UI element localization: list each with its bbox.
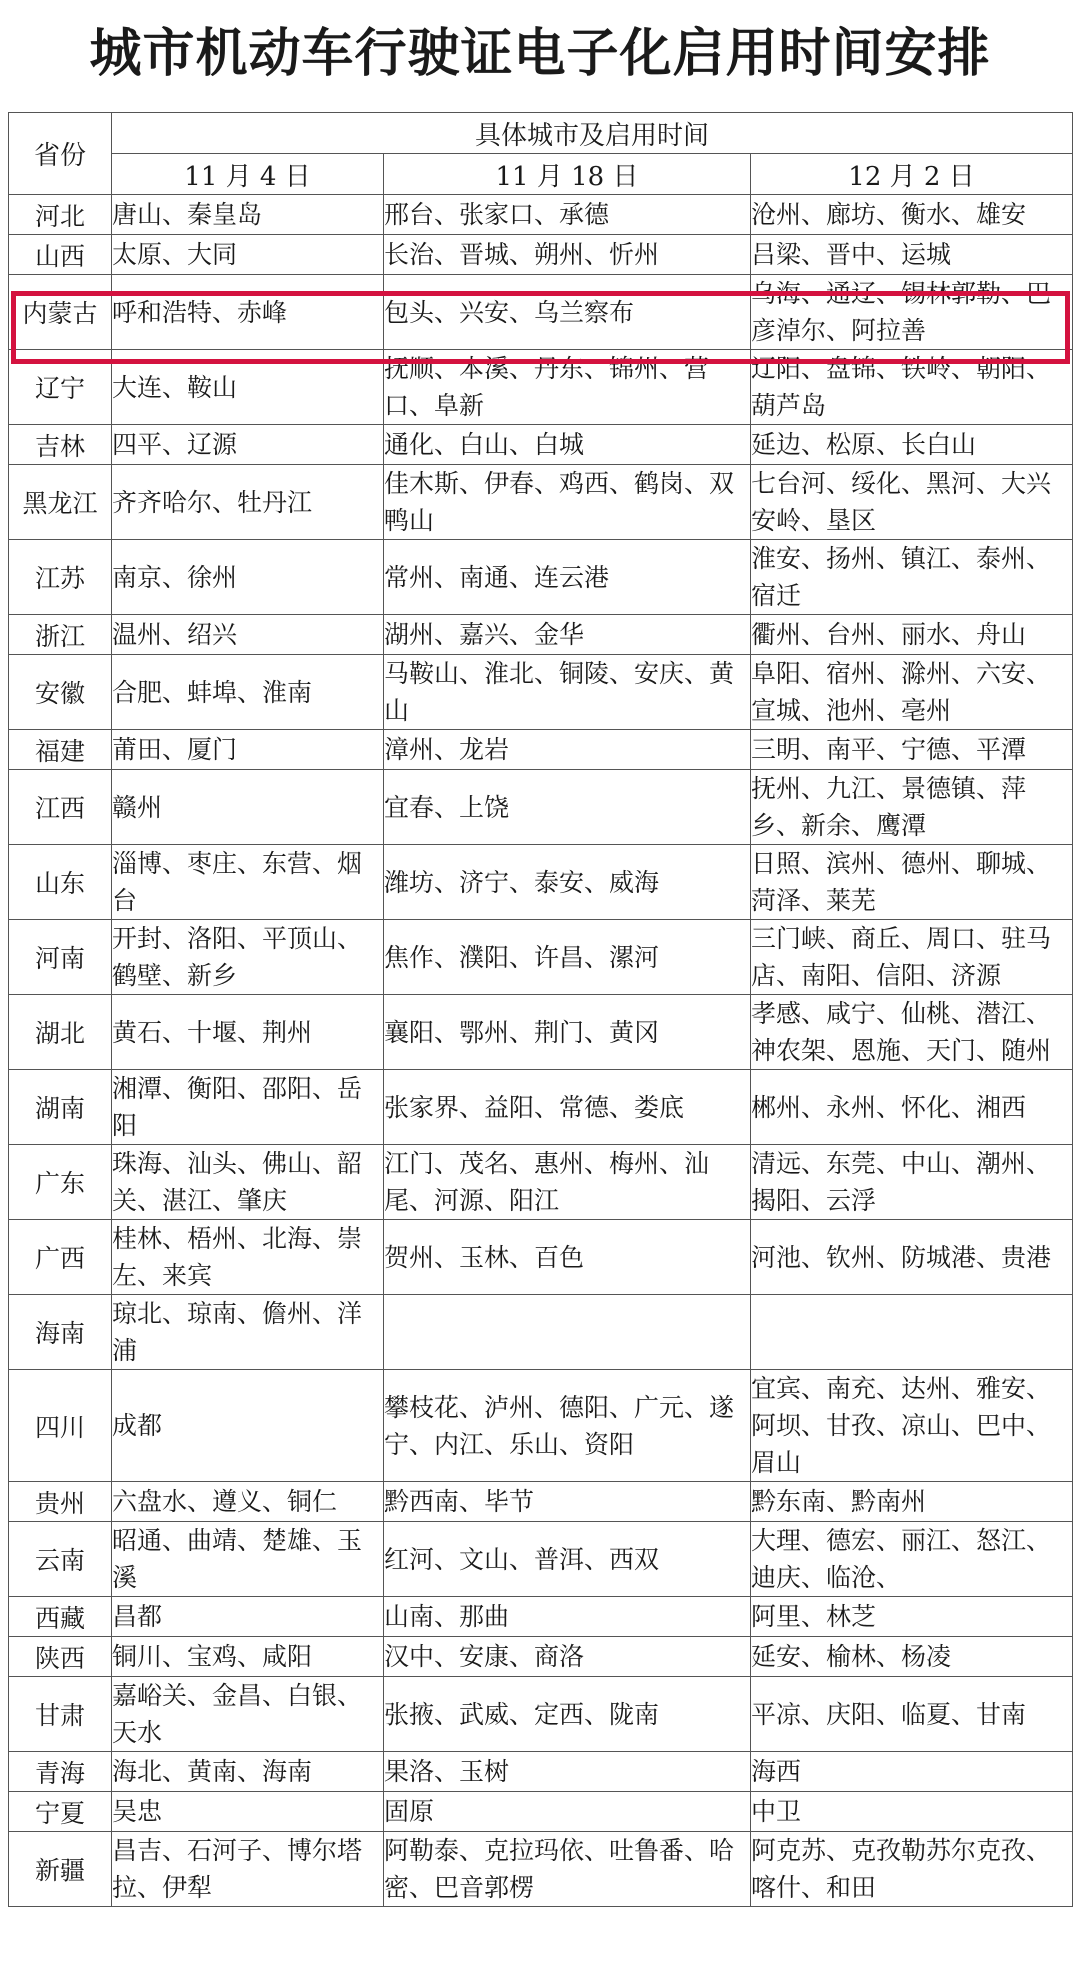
province-column-header: 省份 (9, 113, 112, 195)
province-cell: 江苏 (9, 540, 112, 615)
cities-dec2-cell: 郴州、永州、怀化、湘西 (751, 1070, 1073, 1145)
province-cell: 西藏 (9, 1597, 112, 1637)
cities-nov4-cell: 桂林、梧州、北海、崇左、来宾 (112, 1220, 384, 1295)
cities-dec2-cell: 辽阳、盘锦、铁岭、朝阳、葫芦岛 (751, 350, 1073, 425)
cities-nov18-cell: 张家界、益阳、常德、娄底 (384, 1070, 751, 1145)
cities-nov4-cell: 黄石、十堰、荆州 (112, 995, 384, 1070)
cities-dec2-cell: 沧州、廊坊、衡水、雄安 (751, 195, 1073, 235)
cities-dec2-cell: 河池、钦州、防城港、贵港 (751, 1220, 1073, 1295)
cities-dec2-cell: 七台河、绥化、黑河、大兴安岭、垦区 (751, 465, 1073, 540)
cities-nov18-cell: 湖州、嘉兴、金华 (384, 615, 751, 655)
cities-dec2-cell: 衢州、台州、丽水、舟山 (751, 615, 1073, 655)
province-cell: 福建 (9, 730, 112, 770)
page-title: 城市机动车行驶证电子化启用时间安排 (89, 24, 991, 84)
table-row (9, 1522, 1073, 1597)
cities-nov18-cell: 常州、南通、连云港 (384, 540, 751, 615)
table-row (9, 1145, 1073, 1220)
cities-nov4-cell: 莆田、厦门 (112, 730, 384, 770)
province-cell: 新疆 (9, 1832, 112, 1907)
cities-dec2-cell: 中卫 (751, 1792, 1073, 1832)
cities-nov4-cell: 唐山、秦皇岛 (112, 195, 384, 235)
province-cell: 浙江 (9, 615, 112, 655)
cities-nov18-cell: 佳木斯、伊春、鸡西、鹤岗、双鸭山 (384, 465, 751, 540)
table-row (9, 1295, 1073, 1370)
cities-nov18-cell: 漳州、龙岩 (384, 730, 751, 770)
table-row (9, 1220, 1073, 1295)
cities-nov18-cell: 抚顺、本溪、丹东、锦州、营口、阜新 (384, 350, 751, 425)
cities-nov18-cell: 马鞍山、淮北、铜陵、安庆、黄山 (384, 655, 751, 730)
cities-nov4-cell: 海北、黄南、海南 (112, 1752, 384, 1792)
cities-dec2-cell: 阿里、林芝 (751, 1597, 1073, 1637)
cities-dec2-cell: 日照、滨州、德州、聊城、菏泽、莱芜 (751, 845, 1073, 920)
cities-nov4-cell: 温州、绍兴 (112, 615, 384, 655)
province-cell: 四川 (9, 1370, 112, 1482)
cities-dec2-cell: 宜宾、南充、达州、雅安、阿坝、甘孜、凉山、巴中、眉山 (751, 1370, 1073, 1482)
cities-nov4-cell: 昌吉、石河子、博尔塔拉、伊犁 (112, 1832, 384, 1907)
cities-dec2-cell: 阜阳、宿州、滁州、六安、宣城、池州、亳州 (751, 655, 1073, 730)
table-row (9, 995, 1073, 1070)
table-row (9, 465, 1073, 540)
cities-nov4-cell: 大连、鞍山 (112, 350, 384, 425)
cities-nov18-cell: 攀枝花、泸州、德阳、广元、遂宁、内江、乐山、资阳 (384, 1370, 751, 1482)
province-cell: 湖北 (9, 995, 112, 1070)
cities-nov18-cell: 汉中、安康、商洛 (384, 1637, 751, 1677)
cities-nov18-cell: 张掖、武威、定西、陇南 (384, 1677, 751, 1752)
table-row (9, 1792, 1073, 1832)
cities-nov4-cell: 吴忠 (112, 1792, 384, 1832)
province-cell: 青海 (9, 1752, 112, 1792)
table-row (9, 1677, 1073, 1752)
cities-dec2-cell: 孝感、咸宁、仙桃、潜江、神农架、恩施、天门、随州 (751, 995, 1073, 1070)
table-row (9, 235, 1073, 275)
cities-dec2-cell: 淮安、扬州、镇江、泰州、宿迁 (751, 540, 1073, 615)
table-row (9, 1752, 1073, 1792)
table-row (9, 1070, 1073, 1145)
cities-nov18-cell: 黔西南、毕节 (384, 1482, 751, 1522)
cities-nov4-cell: 昌都 (112, 1597, 384, 1637)
cities-nov18-cell: 固原 (384, 1792, 751, 1832)
cities-nov4-cell: 四平、辽源 (112, 425, 384, 465)
cities-nov4-cell: 昭通、曲靖、楚雄、玉溪 (112, 1522, 384, 1597)
province-cell: 河南 (9, 920, 112, 995)
cities-dec2-cell: 海西 (751, 1752, 1073, 1792)
table-row (9, 845, 1073, 920)
province-cell: 陕西 (9, 1637, 112, 1677)
table-row (9, 770, 1073, 845)
province-cell: 河北 (9, 195, 112, 235)
cities-nov4-cell: 湘潭、衡阳、邵阳、岳阳 (112, 1070, 384, 1145)
province-cell: 江西 (9, 770, 112, 845)
cities-dec2-cell: 三门峡、商丘、周口、驻马店、南阳、信阳、济源 (751, 920, 1073, 995)
cities-nov18-cell: 包头、兴安、乌兰察布 (384, 275, 751, 350)
cities-nov4-cell: 南京、徐州 (112, 540, 384, 615)
province-cell: 辽宁 (9, 350, 112, 425)
cities-dec2-cell: 吕梁、晋中、运城 (751, 235, 1073, 275)
schedule-table (8, 112, 1073, 1907)
table-row (9, 655, 1073, 730)
cities-dec2-cell: 乌海、通辽、锡林郭勒、巴彦淖尔、阿拉善 (751, 275, 1073, 350)
province-cell: 安徽 (9, 655, 112, 730)
cities-dec2-cell: 阿克苏、克孜勒苏尔克孜、喀什、和田 (751, 1832, 1073, 1907)
table-row (9, 920, 1073, 995)
schedule-table-container (8, 112, 1072, 1907)
cities-nov18-cell: 山南、那曲 (384, 1597, 751, 1637)
table-row (9, 540, 1073, 615)
cities-dec2-cell: 黔东南、黔南州 (751, 1482, 1073, 1522)
cities-nov18-cell: 潍坊、济宁、泰安、威海 (384, 845, 751, 920)
cities-dec2-cell (751, 1295, 1073, 1370)
table-body (9, 195, 1073, 1907)
cities-nov4-cell: 赣州 (112, 770, 384, 845)
cities-nov18-cell: 江门、茂名、惠州、梅州、汕尾、河源、阳江 (384, 1145, 751, 1220)
province-cell: 广西 (9, 1220, 112, 1295)
cities-nov4-cell: 嘉峪关、金昌、白银、天水 (112, 1677, 384, 1752)
table-row (9, 425, 1073, 465)
cities-dec2-cell: 抚州、九江、景德镇、萍乡、新余、鹰潭 (751, 770, 1073, 845)
table-row (9, 350, 1073, 425)
cities-nov18-cell: 果洛、玉树 (384, 1752, 751, 1792)
province-cell: 湖南 (9, 1070, 112, 1145)
cities-dec2-cell: 大理、德宏、丽江、怒江、迪庆、临沧、 (751, 1522, 1073, 1597)
date-header-nov18: 11 月 18 日 (384, 154, 751, 195)
cities-nov18-cell: 襄阳、鄂州、荆门、黄冈 (384, 995, 751, 1070)
table-row (9, 1832, 1073, 1907)
table-row (9, 275, 1073, 350)
cities-nov18-cell: 贺州、玉林、百色 (384, 1220, 751, 1295)
cities-nov4-cell: 铜川、宝鸡、咸阳 (112, 1637, 384, 1677)
cities-nov18-cell (384, 1295, 751, 1370)
cities-nov18-cell: 红河、文山、普洱、西双 (384, 1522, 751, 1597)
cities-nov18-cell: 宜春、上饶 (384, 770, 751, 845)
cities-dec2-cell: 三明、南平、宁德、平潭 (751, 730, 1073, 770)
cities-nov18-cell: 邢台、张家口、承德 (384, 195, 751, 235)
table-row (9, 1370, 1073, 1482)
cities-nov18-cell: 通化、白山、白城 (384, 425, 751, 465)
cities-nov4-cell: 琼北、琼南、儋州、洋浦 (112, 1295, 384, 1370)
province-cell: 广东 (9, 1145, 112, 1220)
cities-dec2-cell: 延安、榆林、杨凌 (751, 1637, 1073, 1677)
province-cell: 吉林 (9, 425, 112, 465)
cities-nov18-cell: 阿勒泰、克拉玛依、吐鲁番、哈密、巴音郭楞 (384, 1832, 751, 1907)
cities-nov4-cell: 成都 (112, 1370, 384, 1482)
cities-nov4-cell: 珠海、汕头、佛山、韶关、湛江、肇庆 (112, 1145, 384, 1220)
cities-nov18-cell: 焦作、濮阳、许昌、漯河 (384, 920, 751, 995)
table-row (9, 1597, 1073, 1637)
province-cell: 山西 (9, 235, 112, 275)
cities-nov18-cell: 长治、晋城、朔州、忻州 (384, 235, 751, 275)
province-cell: 黑龙江 (9, 465, 112, 540)
cities-dec2-cell: 平凉、庆阳、临夏、甘南 (751, 1677, 1073, 1752)
province-cell: 海南 (9, 1295, 112, 1370)
province-cell: 宁夏 (9, 1792, 112, 1832)
province-cell: 山东 (9, 845, 112, 920)
cities-dec2-cell: 延边、松原、长白山 (751, 425, 1073, 465)
table-row (9, 730, 1073, 770)
province-cell: 贵州 (9, 1482, 112, 1522)
table-row (9, 1482, 1073, 1522)
province-cell: 云南 (9, 1522, 112, 1597)
cities-dec2-cell: 清远、东莞、中山、潮州、揭阳、云浮 (751, 1145, 1073, 1220)
province-cell: 内蒙古 (9, 275, 112, 350)
province-cell: 甘肃 (9, 1677, 112, 1752)
cities-nov4-cell: 合肥、蚌埠、淮南 (112, 655, 384, 730)
cities-nov4-cell: 齐齐哈尔、牡丹江 (112, 465, 384, 540)
date-header-nov4: 11 月 4 日 (112, 154, 384, 195)
cities-nov4-cell: 开封、洛阳、平顶山、鹤壁、新乡 (112, 920, 384, 995)
table-row (9, 195, 1073, 235)
cities-nov4-cell: 太原、大同 (112, 235, 384, 275)
city-group-header: 具体城市及启用时间 (112, 113, 1073, 154)
cities-nov4-cell: 呼和浩特、赤峰 (112, 275, 384, 350)
cities-nov4-cell: 淄博、枣庄、东营、烟台 (112, 845, 384, 920)
table-row (9, 615, 1073, 655)
table-row (9, 1637, 1073, 1677)
table-header (9, 113, 1073, 195)
date-header-dec2: 12 月 2 日 (751, 154, 1073, 195)
cities-nov4-cell: 六盘水、遵义、铜仁 (112, 1482, 384, 1522)
